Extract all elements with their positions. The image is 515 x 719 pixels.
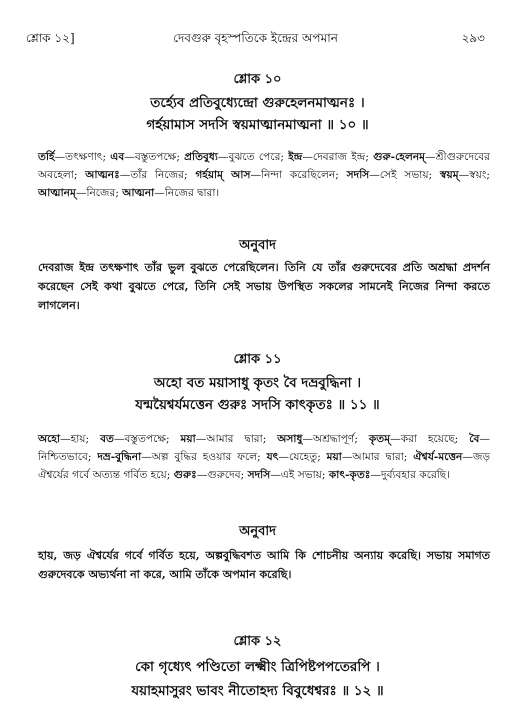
synonym-meaning: —সেই সভায়; [369, 169, 440, 181]
header-chapter-title: দেবগুরু বৃহস্পতিকে ইন্দ্রের অপমান [173, 31, 338, 45]
page-number: ২৯৩ [461, 31, 485, 45]
synonym-word: বৈ [469, 433, 480, 445]
synonym-meaning: —শ্রীগুরুদেবের অবহেলা; [38, 151, 490, 181]
synonym-meaning: —নিন্দা করেছিলেন; [250, 169, 347, 181]
synonym-word: সদসি [247, 469, 271, 481]
verse-11-heading: শ্লোক ১১ [233, 352, 282, 367]
synonym-word: কৃতম্ [368, 433, 391, 445]
synonym-word: ঐশ্বর্য-মত্তেন [413, 451, 463, 463]
synonym-word: প্রতিবুধ্য [184, 151, 218, 163]
synonym-word: গুরু-হেলনম্ [373, 151, 426, 163]
verse-10-translation: দেবরাজ ইন্দ্র তৎক্ষণাৎ তাঁর ভুল বুঝতে পেরেছিলেন। তিনি যে তাঁর গুরুদেবের প্রতি অশ্রদ্ধা প্রদর্শন করেছেন সেই কথা বুঝতে পেরে, তিনি সেই সভায় উপস্থিত সকলের সামনেই নিজের নিন্দা করতে লাগলেন। [38, 261, 490, 312]
synonym-word: ইন্দ্র [288, 151, 303, 163]
synonym-meaning: —করা হয়েছে; [390, 433, 470, 445]
synonym-word: এব [110, 151, 125, 163]
verse-11-translation-heading: অনুবাদ [239, 524, 276, 539]
synonym-word: আত্মনঃ [85, 169, 120, 181]
verse-11-line-2: যন্ময়ৈশ্বর্যমত্তেন গুরুঃ সদসি কাৎকৃতঃ ॥ ১১ ॥ [135, 397, 380, 413]
verse-12-line-1: কো গৃধ্যেৎ পণ্ডিতো লক্ষ্মীং ত্রিপিষ্টপপতেরপি । [135, 659, 380, 675]
synonym-word: অসাধু [277, 433, 303, 445]
synonym-meaning: —জড় ঐশ্বর্যের গর্বে অত্যন্ত গর্বিত হয়ে; [38, 451, 491, 481]
synonym-meaning: —এই সভায়; [270, 469, 329, 481]
synonym-word: আত্মনা [122, 187, 155, 199]
header-verse-ref: শ্লোক ১২] [26, 31, 75, 45]
synonym-meaning: —নিজের; [75, 187, 123, 199]
verse-10-synonyms [38, 148, 490, 202]
synonym-word: ময়া [326, 451, 342, 463]
synonym-word: স্বয়ম্ [440, 169, 459, 181]
synonym-meaning: —নিশ্চিতভাবে; [38, 433, 490, 463]
synonym-meaning: —যেহেতু; [278, 451, 327, 463]
synonym-meaning: —বস্তুতপক্ষে; [124, 151, 185, 163]
synonym-meaning: —অল্প বুদ্ধির হওয়ার ফলে; [141, 451, 267, 463]
synonym-word: সদসি [346, 169, 370, 181]
verse-10-line-1: তর্হ্যেব প্রতিবুধ্যেন্দ্রো গুরুহেলনমাত্মনঃ । [150, 95, 365, 111]
verse-11-translation: হায়, জড় ঐশ্বর্যের গর্বে গর্বিত হয়ে, অল্পবুদ্ধিবশত আমি কি শোচনীয় অন্যায় করেছি। সভায় সমাগত গুরুদেবকে অভ্যর্থনা না করে, আমি তাঁকে অপমান করেছি। [38, 549, 490, 581]
synonym-word: যৎ [266, 451, 279, 463]
synonym-meaning: —বস্তুতপক্ষে; [113, 433, 181, 445]
verse-10-heading: শ্লোক ১০ [233, 72, 282, 87]
synonym-word: গর্হয়াম্ আস [195, 169, 251, 181]
synonym-word: তর্হি [38, 151, 55, 163]
synonym-word: গুরুঃ [173, 469, 197, 481]
synonym-meaning: —আমার দ্বারা; [341, 451, 414, 463]
synonym-word: দভ্র-বুদ্ধিনা [97, 451, 142, 463]
synonym-meaning: —হায়; [60, 433, 101, 445]
synonym-meaning: —বুঝতে পেরে; [217, 151, 289, 163]
verse-11-synonyms [38, 430, 490, 484]
synonym-word: ময়া [180, 433, 196, 445]
synonym-word: আত্মানম্ [38, 187, 76, 199]
synonym-meaning: —দুর্ব্যবহার করেছি। [370, 469, 451, 481]
verse-10-line-2: গর্হয়ামাস সদসি স্বয়মাত্মানমাত্মনা ॥ ১০ ॥ [146, 117, 369, 133]
synonym-meaning: —দেবরাজ ইন্দ্র; [302, 151, 374, 163]
verse-12-line-2: যয়াহমাসুরং ভাবং নীতোহদ্য বিবুধেশ্বরঃ ॥ ১২ ॥ [131, 683, 384, 699]
synonym-meaning: —গুরুদেব; [196, 469, 248, 481]
verse-11-line-1: অহো বত ময়াসাধু কৃতং বৈ দভ্রবুদ্ধিনা । [153, 375, 362, 391]
synonym-word: বত [100, 433, 114, 445]
synonym-meaning: —স্বয়ং; [458, 169, 490, 181]
verse-10-translation-heading: অনুবাদ [239, 238, 276, 253]
synonym-word: অহো [38, 433, 61, 445]
synonym-meaning: —তাঁর নিজের; [119, 169, 196, 181]
synonym-meaning: —অশ্রদ্ধাপূর্ণ; [302, 433, 369, 445]
synonym-meaning: —আমার দ্বারা; [195, 433, 278, 445]
synonym-word: কাৎ-কৃতঃ [328, 469, 371, 481]
synonym-meaning: —নিজের দ্বারা। [154, 187, 220, 199]
synonym-meaning: —তৎক্ষণাৎ; [54, 151, 111, 163]
verse-12-heading: শ্লোক ১২ [233, 634, 282, 649]
